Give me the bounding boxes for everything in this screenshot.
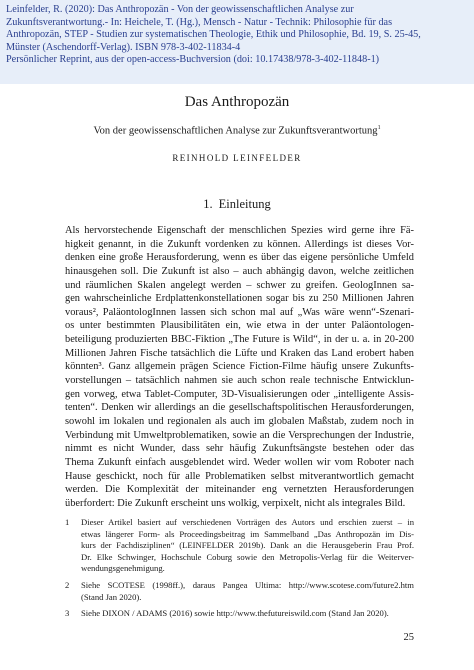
body-line: Als hervorstechende Eigenschaft der menschlichen Spezies wird gerne ihre Fä- [65, 225, 414, 236]
body-line: Thema Zukunft einfach ausgeblendet wird. Weder wollen wir vom Roboter nach [65, 456, 414, 468]
citation-line: Anthropozän, STEP - Studien zur systematischen Theologie, Ethik und Philosophie, Bd. 19, S. 25-45, [6, 29, 421, 41]
footnote-line: wendungsgenehmigung. [81, 563, 165, 574]
body-line: vorstellungen – tatsächlich nahmen sie auch schon reale technische Entwicklun- [65, 375, 414, 387]
citation-box [0, 0, 474, 84]
body-line: überfordert: Die Zukunft erscheint uns wolkig, verpixelt, nicht als integrales Bild. [65, 497, 406, 509]
citation-line: Persönlicher Reprint, aus der open-access-Buchversion (doi: 10.17438/978-3-402-11848-1) [6, 54, 380, 66]
citation-line: Leinfelder, R. (2020): Das Anthropozän - Von der geowissenschaftlichen Analyse zur [6, 4, 354, 15]
footnote-line: kurs der Fachdisziplinen“ (LEINFELDER 2019b). Dank an die Herausgeberin Frau Prof. [81, 540, 414, 551]
body-line: könnten³. Ganz allgemein prägen Science Fiction-Filme häufig unsere Zukunfts- [65, 361, 414, 373]
body-line: beteiligung produzierten BBC-Fiktion „The Future is Wild“, in der u. a. in 20-200 [65, 334, 414, 346]
body-line: hinausgehen soll. Die Zukunft ist also – auch abhängig davon, welche zeitlichen [65, 265, 414, 277]
body-line: Hause geschickt, noch für alle Problematiken selbst mitverantwortlich gemacht [65, 470, 414, 482]
body-line: os unter bestimmten Plausibilitäten ein, wie etwa in der unter Paläontologen- [65, 320, 414, 332]
body-line: werden. Die Komplexität der miteinander eng vernetzten Herausforderungen [65, 484, 414, 496]
body-line: nimmt es nicht Wunder, dass sehr häufig Zukunftsängste bestehen oder das [65, 443, 414, 455]
footnotes [65, 517, 414, 625]
author-name: REINHOLD LEINFELDER [172, 153, 302, 163]
body-text [65, 224, 414, 510]
subtitle-text: Von der geowissenschaftlichen Analyse zur Zukunftsverantwortung [93, 125, 378, 137]
footnote [65, 580, 414, 603]
body-line: denken eine große Herausforderung, wenn es über das eigene persönliche Umfeld [65, 252, 414, 264]
section-number: 1. [203, 197, 213, 211]
body-line: sowohl im lokalen und regionalen als auch im globalen Maßstab, zudem noch in [65, 415, 414, 427]
footnote-number: 2 [65, 579, 70, 590]
body-line: gen wahrscheinliche Erdplattenkonstellationen sogar bis zu 250 Millionen Jahren [65, 293, 414, 305]
citation-line: Münster (Aschendorff-Verlag). ISBN 978-3-402-11834-4 [6, 41, 241, 53]
body-line: Verbindung mit Umweltproblematiken, sowie an die Versprechungen der Industrie, [65, 429, 414, 441]
footnote-line: Siehe DIXON / ADAMS (2016) sowie http://www.thefutureiswild.com (Stand Jan 2020). [81, 608, 389, 619]
section-heading [0, 197, 474, 212]
article-subtitle [0, 125, 474, 137]
footnote [65, 608, 414, 620]
body-line: tenten“. Denken wir allerdings an die gesellschaftspolitischen Herausforderungen, [65, 402, 414, 414]
footnote-number: 1 [65, 517, 70, 527]
footnote [65, 517, 414, 575]
body-line: gen vorweg, etwa Tablet-Computer, 3D-Visualisierungen oder „intelligente Assis- [65, 388, 414, 400]
body-line: und räumlichen Skalen angelegt werden – schwer zu greifen. GeologInnen sa- [65, 279, 414, 291]
footnote-marker[interactable]: 1 [377, 125, 381, 131]
footnote-line: Dr. Elke Schwinger, Hochschule Coburg sowie den Metropolis-Verlag für die Weiterver- [81, 551, 414, 562]
footnote-line: Siehe SCOTESE (1998ff.), daraus Pangea Ultima: http://www.scotese.com/future2.htm [81, 579, 414, 590]
body-line: higkeit genannt, in die Zukunft vordenken zu können. Allerdings ist dieses Vor- [65, 238, 414, 250]
citation-line: Zukunftsverantwortung.- In: Heichele, T. (Hg.), Mensch - Natur - Technik: Philosophie für das [6, 16, 393, 28]
body-line: Millionen Jahren Fische tatsächlich die Lüfte und Kraken das Land erobert haben [65, 347, 414, 359]
page-number: 25 [403, 632, 414, 643]
section-title: Einleitung [218, 197, 271, 211]
footnote-line: etwas längerer Form- als Proceedingsbeitrag im Sammelband „Das Anthropozän im Dis- [81, 528, 414, 539]
article-title: Das Anthropozän [184, 94, 290, 110]
footnote-line: Dieser Artikel basiert auf verschiedenen Vorträgen des Autors und erschien zuerst – in [81, 517, 414, 527]
footnote-line: (Stand Jan 2020). [81, 591, 142, 602]
footnote-number: 3 [65, 608, 70, 619]
body-line: voraus², PaläontologInnen lassen sich schon mal auf „Was wäre wenn“-Szenari- [65, 306, 414, 318]
